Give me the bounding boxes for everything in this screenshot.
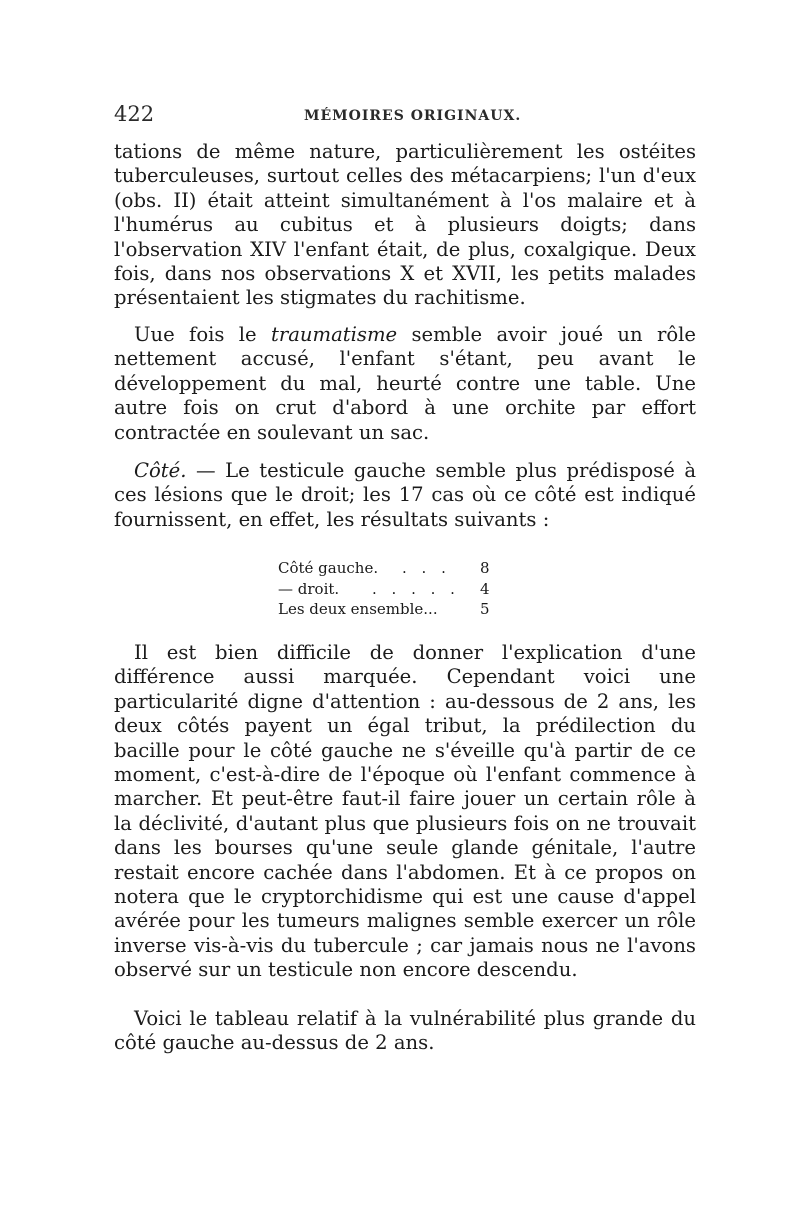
table-row xyxy=(278,579,538,600)
page-number: 422 xyxy=(114,102,155,126)
paragraph-lead: Uue fois le xyxy=(134,323,271,346)
paragraph-text xyxy=(114,323,696,445)
table-row-label: Côté gauche. xyxy=(278,559,379,577)
table-row-leader: . . . xyxy=(402,559,451,577)
emphasis-traumatisme: traumatisme xyxy=(270,323,398,346)
paragraph-explication xyxy=(114,641,696,983)
table-row-count: 5 xyxy=(480,600,490,618)
table-row-label: — droit. xyxy=(278,579,340,598)
paragraph-text: tations de même nature, particulièrement les ostéites tuberculeuses, surtout celles des métacarpiens; l'un d'eux (obs. II) était atteint simultanément à l'os malaire et à l'humérus au cubitus et à plusieurs doigts; dans l'observation XIV l'enfant était, de plus, coxalgique. Deux fois, dans nos observations X et XVII, les petits malades présentaient les stigmates du rachitisme. xyxy=(114,140,696,310)
paragraph-traumatisme xyxy=(114,323,696,445)
paragraph-text xyxy=(114,459,696,532)
side-distribution-table xyxy=(278,558,538,620)
table-row xyxy=(278,558,538,579)
paragraph-osteites xyxy=(114,140,696,311)
paragraph-rest: — Le testicule gauche semble plus prédisposé à ces lésions que le droit; les 17 cas où ce côté est indiqué fournissent, en effet, les résultats suivants : xyxy=(114,459,696,531)
paragraph-tableau xyxy=(114,1007,696,1056)
table-row-count: 8 xyxy=(480,559,490,577)
running-title: MÉMOIRES ORIGINAUX. xyxy=(304,108,522,124)
paragraph-cote xyxy=(114,459,696,532)
paragraph-text: Il est bien difficile de donner l'explication d'une différence aussi marquée. Cependant voici une particularité digne d'attention : au-dessous de 2 ans, les deux côtés payent un égal tribut, la prédilection du bacille pour le côté gauche ne s'éveille qu'à partir de ce moment, c'est-à-dire de l'époque où l'enfant commence à marcher. Et peut-être faut-il faire jouer un certain rôle à la déclivité, d'autant plus que plusieurs fois on ne trouvait dans les bourses qu'une seule glande génitale, l'autre restait encore cachée dans l'abdomen. Et à ce propos on notera que le cryptorchidisme qui est une cause d'appel avérée pour les tumeurs malignes semble exercer un rôle inverse vis-à-vis du tubercule ; car jamais nous ne l'avons observé sur un testicule non encore descendu. xyxy=(114,641,696,982)
table-row-leader: . . . . . xyxy=(372,579,460,598)
section-heading-cote: Côté. xyxy=(134,459,187,482)
paragraph-text: Voici le tableau relatif à la vulnérabilité plus grande du côté gauche au-dessus de 2 ans. xyxy=(114,1007,696,1055)
paragraph-rest: semble avoir joué un rôle nettement accusé, l'enfant s'étant, peu avant le développement du mal, heurté contre une table. Une autre fois on crut d'abord à une orchite par effort contractée en soulevant un sac. xyxy=(114,323,696,444)
table-row-count: 4 xyxy=(480,579,490,598)
page-header xyxy=(114,102,694,130)
table-row-label: Les deux ensemble... xyxy=(278,600,438,618)
table-row xyxy=(278,599,538,620)
